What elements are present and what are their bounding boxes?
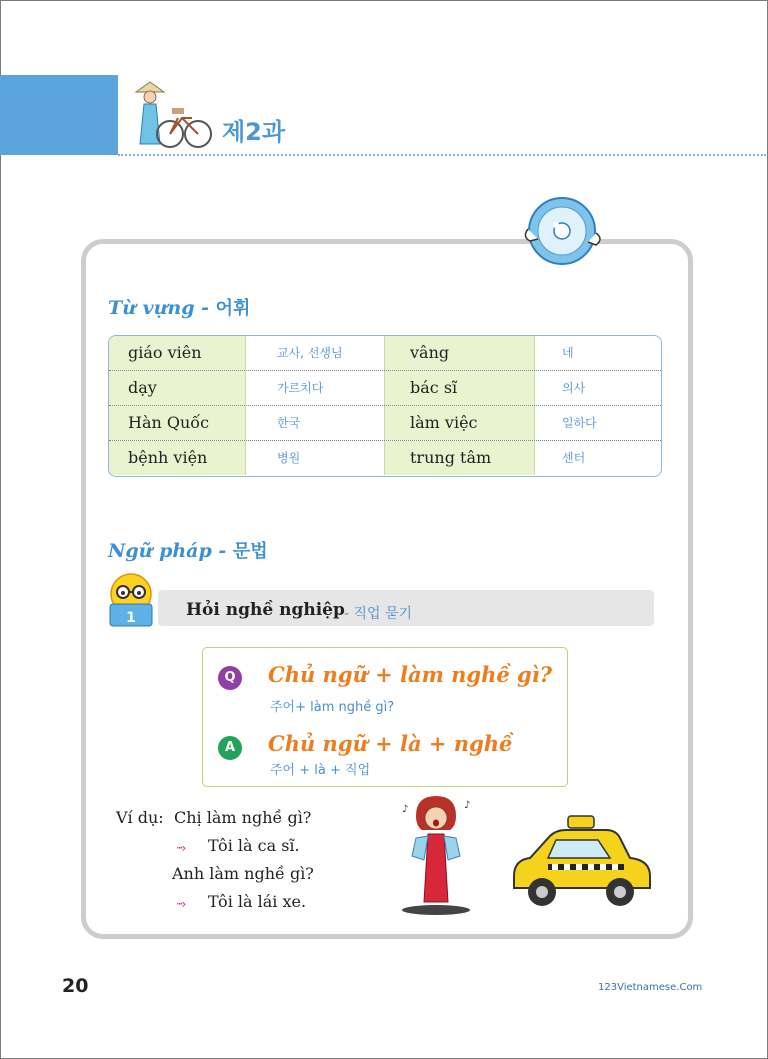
lesson-title: 제2과 [222, 118, 286, 146]
vocab-ko-meaning: 네 [562, 346, 574, 360]
lesson-tab [0, 75, 118, 155]
header-divider [118, 154, 766, 156]
arrow-icon: ···› [176, 897, 185, 911]
vocab-ko-meaning: 한국 [246, 406, 385, 440]
answer-badge: A [218, 736, 242, 760]
question-formula-ko: 주어+ làm nghề gì? [270, 700, 395, 715]
grammar-point-number: 1 [126, 610, 136, 626]
vocab-title-ko: 어휘 [215, 298, 251, 319]
vocab-ko-meaning: 교사, 선생님 [246, 336, 385, 370]
table-row [109, 441, 661, 475]
grammar-title-vi: Ngữ pháp [108, 540, 212, 562]
audio-cd-icon [516, 193, 608, 269]
vocab-title-separator: - [194, 297, 216, 319]
answer-formula: Chủ ngữ + là + nghề [268, 731, 513, 756]
page-number: 20 [62, 975, 89, 997]
svg-text:♪: ♪ [464, 800, 471, 811]
reading-emoji-icon [104, 572, 158, 628]
vocab-vi-word: làm việc [385, 406, 535, 440]
example-label: Ví dụ: [116, 808, 164, 827]
vocab-vi-word: vâng [385, 336, 535, 370]
table-row [109, 406, 661, 441]
example-answer: Tôi là lái xe. [208, 892, 307, 911]
table-row [109, 336, 661, 371]
site-logo-text[interactable]: 123Vietnamese.Com [598, 982, 703, 993]
vocabulary-table [108, 335, 662, 477]
arrow-icon: ···› [176, 841, 185, 855]
singer-illustration [394, 794, 478, 916]
vocab-section-title [108, 294, 250, 320]
vocab-title-vi: Từ vựng [108, 297, 195, 319]
vocab-ko-meaning: 가르치다 [246, 371, 385, 405]
grammar-topic-title-ko: - 직업 묻기 [344, 606, 413, 622]
example-answer: Tôi là ca sĩ. [208, 836, 300, 855]
vocab-vi-word: trung tâm [385, 441, 535, 475]
table-row [109, 371, 661, 406]
vocab-vi-word: giáo viên [109, 336, 246, 370]
grammar-title-separator: - [211, 540, 233, 562]
grammar-section-title [108, 537, 268, 563]
grammar-topic-title: Hỏi nghề nghiệp [186, 600, 345, 620]
bicycle-girl-illustration [132, 78, 212, 154]
vocab-ko-meaning: 일하다 [562, 416, 597, 430]
vocab-ko-meaning: 센터 [562, 451, 586, 465]
question-badge: Q [218, 666, 242, 690]
question-formula: Chủ ngữ + làm nghề gì? [268, 662, 552, 687]
grammar-title-ko: 문법 [232, 541, 268, 562]
vocab-ko-meaning: 병원 [246, 441, 385, 475]
example-question: Anh làm nghề gì? [172, 864, 314, 883]
vocab-vi-word: dạy [109, 371, 246, 405]
answer-formula-ko: 주어 + là + 직업 [270, 763, 371, 778]
svg-text:♪: ♪ [402, 804, 409, 815]
vocab-ko-meaning: 의사 [562, 381, 586, 395]
example-question: Chị làm nghề gì? [174, 808, 312, 827]
vocab-vi-word: bác sĩ [385, 371, 535, 405]
taxi-illustration [508, 806, 654, 916]
vocab-vi-word: bệnh viện [109, 441, 246, 475]
vocab-vi-word: Hàn Quốc [109, 406, 246, 440]
